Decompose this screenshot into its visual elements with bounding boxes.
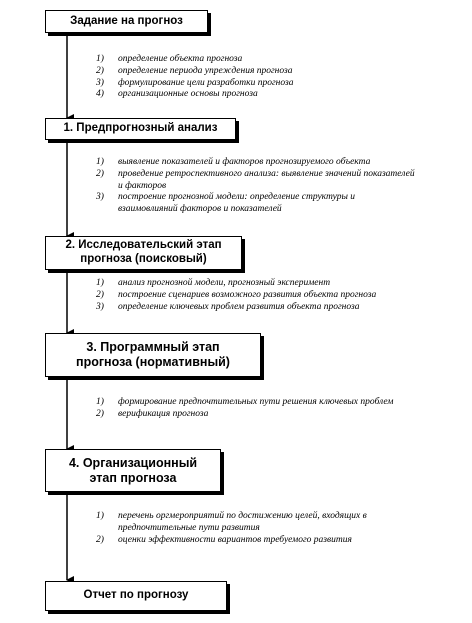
list-stage-2 xyxy=(96,278,416,313)
list-item: 1) выявление показателей и факторов прогнозируемого объекта xyxy=(96,157,371,167)
list-item: 1) анализ прогнозной модели, прогнозный эксперимент xyxy=(96,278,331,288)
box-report xyxy=(45,581,227,611)
box-stage-1 xyxy=(45,118,236,140)
list-item: 2) верификация прогноза xyxy=(96,408,209,419)
list-item: 2) оценки эффективности вариантов требуемого развития xyxy=(96,534,352,545)
list-item: 1) перечень оргмероприятий по достижению целей, входящих в предпочтительные пути развития xyxy=(96,511,367,533)
box-stage-2-label: 2. Исследовательский этап прогноза (поисковый) xyxy=(65,239,222,265)
box-report-label: Отчет по прогнозу xyxy=(83,589,189,602)
box-stage-4-label: 4. Организационный этап прогноза xyxy=(68,455,198,485)
box-task-label: Задание на прогноз xyxy=(70,14,183,27)
box-stage-4 xyxy=(45,449,221,492)
box-stage-3 xyxy=(45,333,261,377)
box-stage-3-label: 3. Программный этап прогноза (нормативный) xyxy=(76,340,230,369)
list-item: 3) построение прогнозной модели: определение структуры и взаимовлияний факторов и показателей xyxy=(96,192,355,215)
list-stage-3 xyxy=(96,397,396,421)
list-stage-4 xyxy=(96,511,406,546)
list-item: 1) формирование предпочтительных пути решения ключевых проблем xyxy=(96,397,394,407)
box-stage-1-label: 1. Предпрогнозный анализ xyxy=(63,122,218,135)
box-stage-2 xyxy=(45,236,242,270)
box-task xyxy=(45,10,208,33)
list-task-steps xyxy=(96,54,356,101)
list-item: 1) определение объекта прогноза xyxy=(96,54,243,64)
list-item: 2) построение сценариев возможного развития объекта прогноза xyxy=(96,289,377,300)
list-item: 2) определение периода упреждения прогноза xyxy=(96,65,293,76)
list-stage-1 xyxy=(96,157,416,216)
list-item: 3) формулирование цели разработки прогноза xyxy=(96,77,294,88)
list-item: 2) проведение ретроспективного анализа: выявление значений показателей и факторов xyxy=(96,168,415,191)
list-item: 4) организационные основы прогноза xyxy=(96,89,258,100)
list-item: 3) определение ключевых проблем развития объекта прогноза xyxy=(96,301,360,312)
